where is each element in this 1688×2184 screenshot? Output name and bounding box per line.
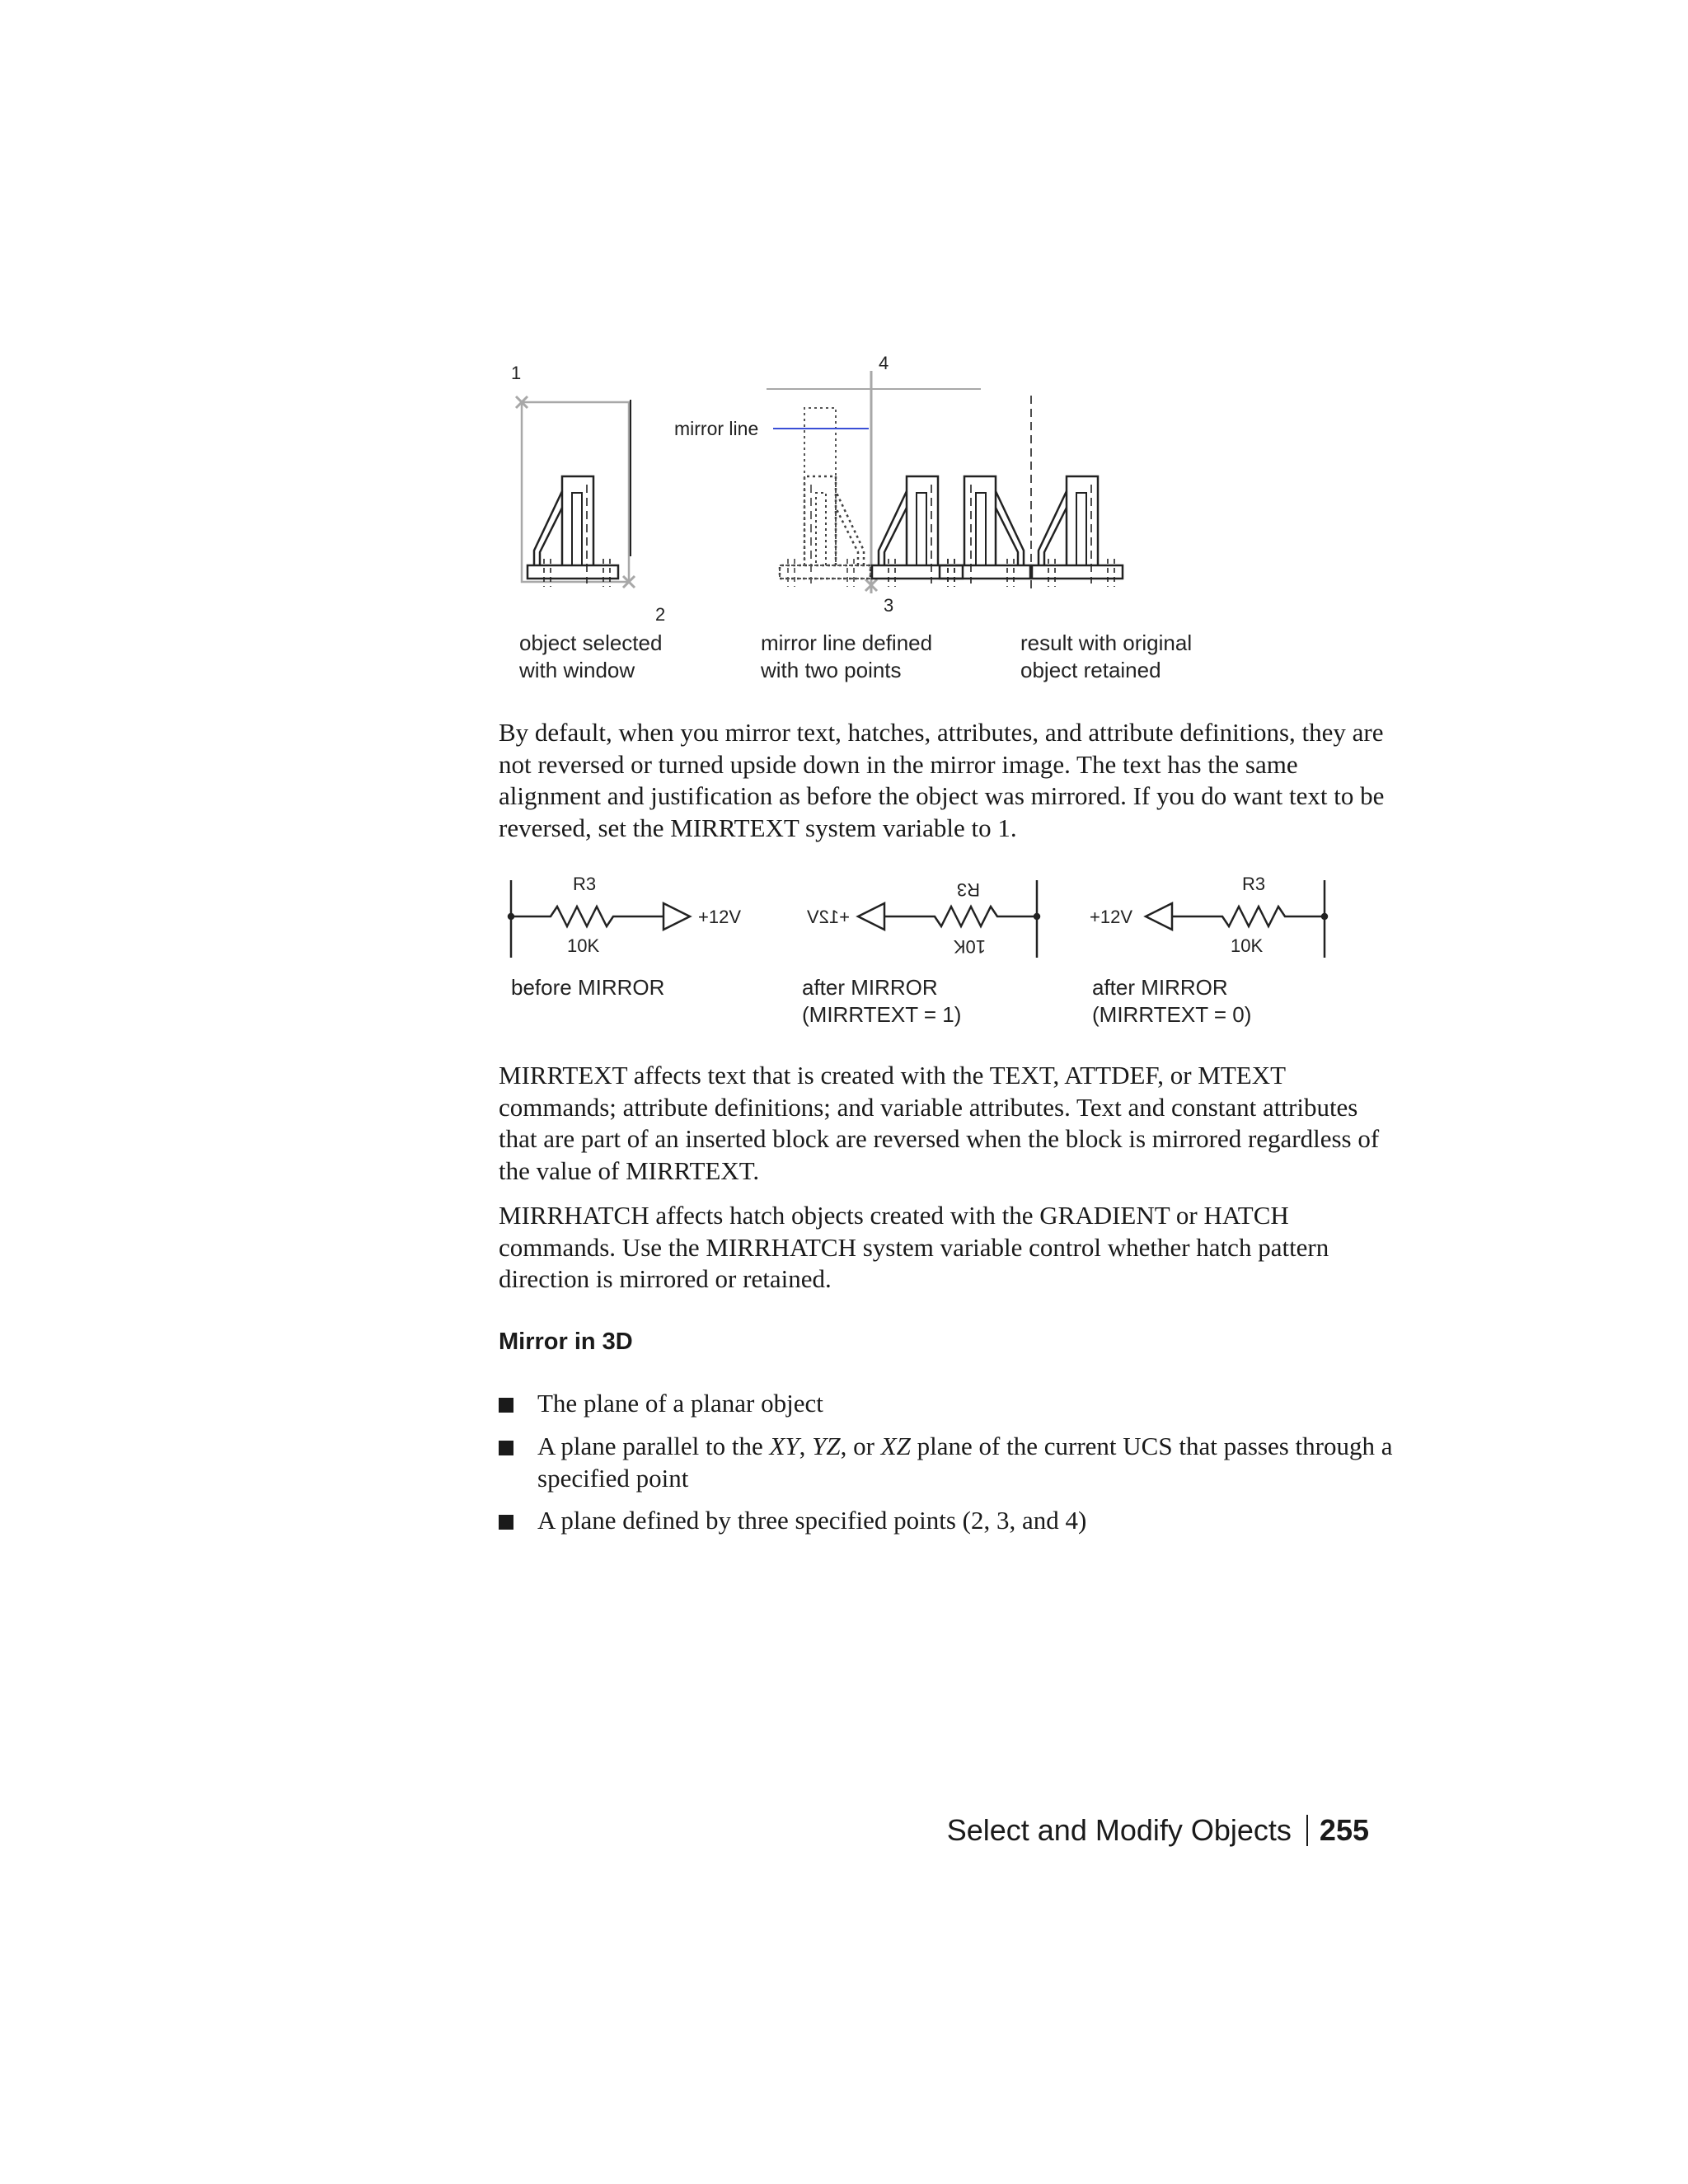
- point-label-1: 1: [511, 363, 522, 383]
- voltage-label-a: +12V: [698, 907, 741, 927]
- footer-divider: [1306, 1815, 1308, 1846]
- page-number: 255: [1319, 1813, 1369, 1847]
- caption-result: result with original object retained: [1020, 630, 1193, 682]
- panel-mirror-line: [674, 353, 981, 616]
- bullet-marker: [499, 1441, 513, 1455]
- value-label-a: 10K: [567, 935, 600, 956]
- mirror-figure: [495, 346, 1236, 625]
- caption-object-selected: object selected with window: [519, 630, 663, 682]
- paragraph-mirrtext: MIRRTEXT affects text that is created with the TEXT, ATTDEF, or MTEXT commands; attribute definitions; and variable attributes. Text and constant attributes that are part of an inserted block are reversed when the block is mirrored regardless of the value of MIRRTEXT.: [499, 1061, 1380, 1185]
- panel-result: [940, 396, 1123, 593]
- voltage-label-c: +12V: [1090, 907, 1132, 927]
- caption-mirrtext-0: after MIRROR (MIRRTEXT = 0): [1092, 975, 1252, 1027]
- panel-object-selected: [511, 363, 665, 625]
- bullet-marker: [499, 1398, 513, 1413]
- value-label-c: 10K: [1231, 935, 1264, 956]
- mirrtext-figure: [495, 865, 1368, 972]
- caption-mirror-line-defined: mirror line defined with two points: [761, 630, 933, 682]
- caption-before-mirror: before MIRROR: [511, 975, 665, 1000]
- voltage-label-b: +12V: [807, 907, 850, 927]
- point-label-4: 4: [879, 353, 889, 373]
- paragraph-mirrhatch: MIRRHATCH affects hatch objects created with the GRADIENT or HATCH commands. Use the MIRRHATCH system variable control whether hatch pattern direction is mirrored or retained.: [499, 1201, 1329, 1293]
- footer-section-title: Select and Modify Objects: [946, 1813, 1292, 1847]
- point-label-2: 2: [655, 604, 666, 625]
- mirror-line-label: mirror line: [674, 418, 759, 439]
- caption-mirrtext-1: after MIRROR (MIRRTEXT = 1): [802, 975, 962, 1027]
- resistor-label-c: R3: [1242, 874, 1266, 894]
- bullet-marker: [499, 1515, 513, 1530]
- point-label-3: 3: [884, 595, 894, 616]
- section-heading: Mirror in 3D: [499, 1329, 633, 1355]
- value-label-b: 10K: [953, 936, 986, 957]
- resistor-label-b: R3: [956, 879, 980, 900]
- page-footer: [947, 1813, 1369, 1848]
- resistor-label-a: R3: [573, 874, 597, 894]
- paragraph-mirror-text: By default, when you mirror text, hatches, attributes, and attribute definitions, they are not reversed or turned upside down in the mirror image. The text has the same alignment and justification as before the object was mirrored. If you do want text to be reversed, set the MIRRTEXT system variable to 1.: [499, 718, 1385, 842]
